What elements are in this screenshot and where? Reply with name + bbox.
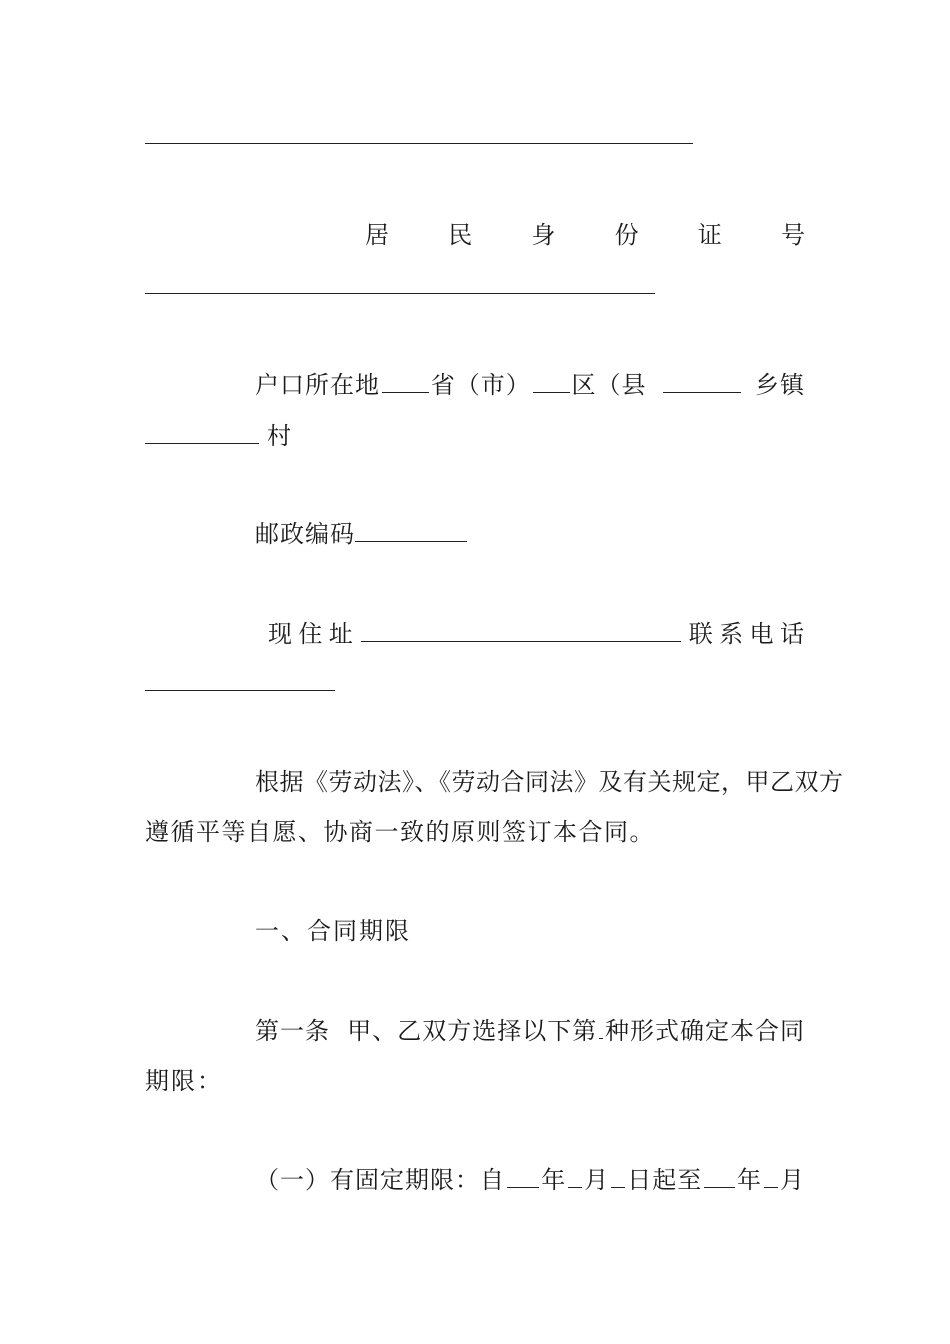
village-line: [145, 421, 805, 451]
id-label-char: 号: [780, 221, 805, 249]
start-day-blank: [611, 1186, 625, 1188]
end-year-label: 年: [737, 1166, 762, 1194]
phone-label-char: 话: [779, 620, 805, 648]
article1-text-a: 第一条 甲、乙双方选择以下第: [255, 1017, 598, 1045]
fixed-term-label: （一）有固定期限：自: [255, 1166, 505, 1194]
village-label: 村: [267, 422, 292, 450]
id-label-char: 民: [448, 221, 473, 249]
hukou-line: [255, 370, 805, 400]
start-year-label: 年: [541, 1166, 567, 1194]
id-label-char: 份: [614, 221, 639, 249]
article1-line-2: 期限：: [145, 1067, 223, 1095]
start-month-label: 月: [584, 1166, 610, 1194]
district-blank: [533, 391, 570, 393]
id-label-char: 居: [365, 221, 389, 249]
address-line: [268, 619, 805, 649]
postcode-label: 邮政编码: [255, 520, 355, 548]
phone-label-char: 系: [719, 620, 745, 648]
section-title: 一、合同期限: [255, 917, 411, 945]
phone-label-char: 电: [749, 620, 775, 648]
start-year-blank: [507, 1186, 539, 1188]
intro-line-1: 根据《劳动法》、《劳动合同法》及有关规定，甲乙双方: [255, 768, 844, 796]
article1-line: [255, 1016, 805, 1046]
province-label: 省（市）: [430, 371, 531, 399]
township-blank: [663, 391, 742, 393]
id-number-blank: [145, 293, 655, 294]
village-blank: [145, 442, 259, 444]
form-number-blank: [599, 1037, 603, 1039]
phone-label-char: 联: [688, 620, 714, 648]
id-label-char: 证: [697, 221, 722, 249]
id-label-char: 身: [531, 221, 556, 249]
township-label: 乡镇: [755, 371, 806, 399]
fixed-term-line: [255, 1165, 805, 1195]
end-year-blank: [704, 1186, 735, 1188]
intro-line-2: 遵循平等自愿、协商一致的原则签订本合同。: [145, 818, 655, 846]
postcode-blank: [355, 540, 467, 542]
article1-text-b: 种形式确定本合同: [605, 1017, 805, 1045]
end-month-label: 月: [780, 1166, 805, 1194]
district-label: 区（县: [571, 371, 647, 399]
postcode-line: [255, 519, 805, 549]
start-month-blank: [568, 1186, 582, 1188]
address-label-char: 址: [328, 620, 354, 648]
address-label-char: 现: [268, 620, 293, 648]
end-month-blank: [764, 1186, 778, 1188]
phone-blank: [145, 690, 335, 691]
hukou-label: 户口所在地: [255, 371, 380, 399]
province-blank: [382, 391, 429, 393]
start-day-label: 日起至: [627, 1166, 703, 1194]
top-blank-line: [145, 143, 693, 144]
id-number-label: [365, 220, 805, 250]
address-blank: [361, 640, 681, 642]
address-label-char: 住: [298, 620, 324, 648]
